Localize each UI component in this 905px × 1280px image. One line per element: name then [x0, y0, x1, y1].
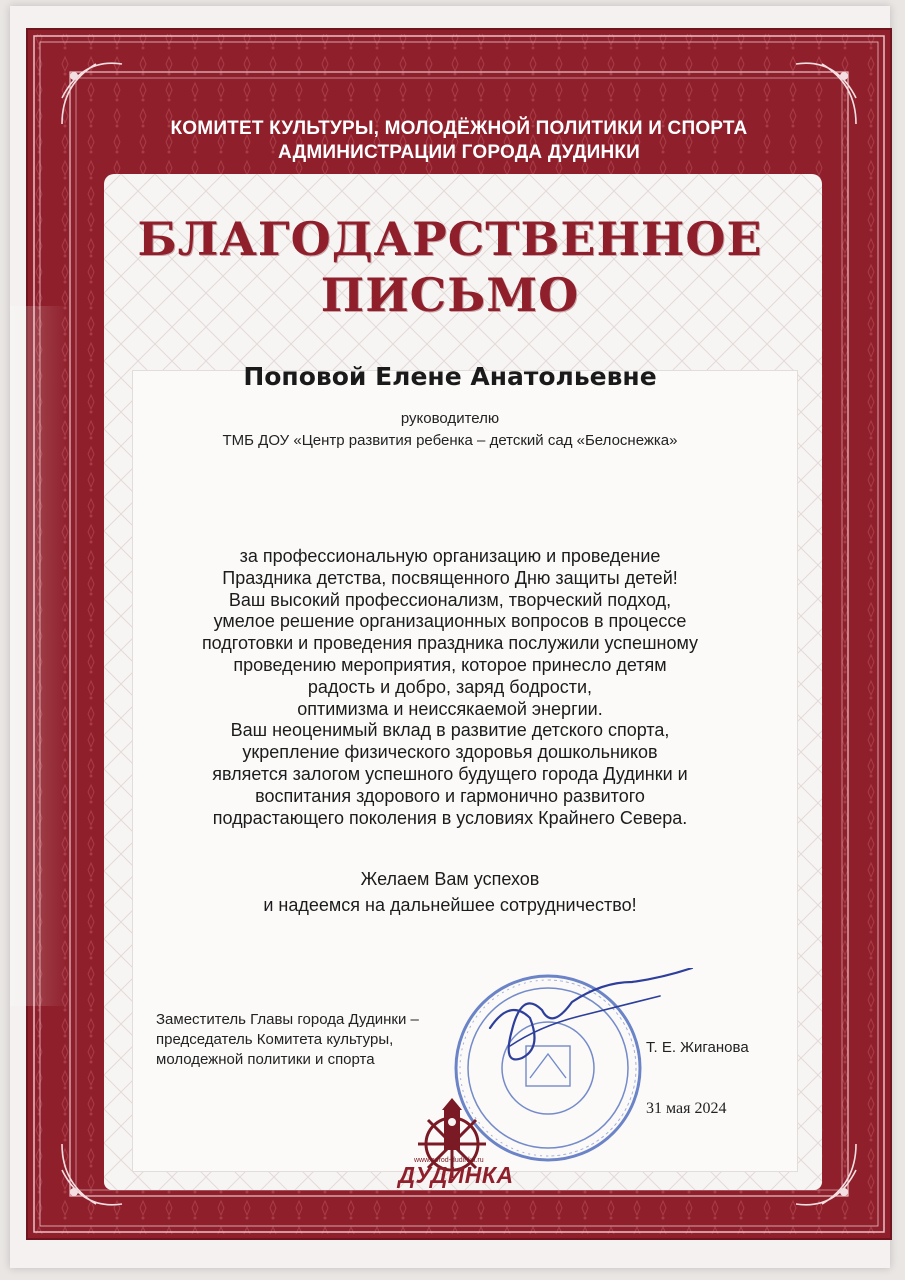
signatory-title-line: молодежной политики и спорта: [156, 1051, 375, 1068]
handwritten-signature: [470, 968, 700, 1088]
recipient-name: Поповой Елене Анатольевне: [243, 362, 657, 391]
body-line: оптимизма и неиссякаемой энергии.: [297, 698, 603, 719]
body-line: проведению мероприятия, которое принесло детям: [233, 654, 667, 675]
body-line: радость и добро, заряд бодрости,: [307, 676, 593, 697]
signatory-title-line: председатель Комитета культуры,: [156, 1031, 394, 1048]
wish-line-1: Желаем Вам успехов: [360, 869, 540, 889]
document-title-line-2: ПИСЬМО: [320, 268, 580, 322]
body-line: за профессиональную организацию и проведение: [239, 546, 661, 566]
body-line: Праздника детства, посвященного Дню защиты детей!: [222, 567, 678, 588]
body-line: является залогом успешного будущего города Дудинки и: [212, 763, 688, 784]
document-date: 31 мая 2024: [646, 1100, 727, 1117]
body-line: Ваш высокий профессионализм, творческий подход,: [228, 589, 672, 610]
issuer-line-1: КОМИТЕТ КУЛЬТУРЫ, МОЛОДЁЖНОЙ ПОЛИТИКИ И СПОРТА: [170, 118, 748, 139]
recipient-position: руководителю: [400, 410, 500, 427]
document-title-line-1: БЛАГОДАРСТВЕННОЕ: [137, 212, 763, 266]
body-line: Ваш неоценимый вклад в развитие детского спорта,: [230, 720, 670, 741]
certificate-sheet: [10, 6, 890, 1268]
logo-website: www.gorod-dudinka.ru: [414, 1157, 484, 1164]
signatory-title-line: Заместитель Главы города Дудинки –: [156, 1011, 419, 1028]
body-line: подрастающего поколения в условиях Крайнего Севера.: [212, 807, 688, 828]
body-line: умелое решение организационных вопросов в процессе: [213, 611, 687, 632]
logo-name: ДУДИНКА: [398, 1162, 514, 1188]
issuer-line-2: АДМИНИСТРАЦИИ ГОРОДА ДУДИНКИ: [277, 142, 641, 163]
signatory-title: [156, 1010, 419, 1070]
body-line: подготовки и проведения праздника послужили успешному: [201, 633, 699, 654]
closing-wish: [10, 866, 890, 918]
recipient-organization: ТМБ ДОУ «Центр развития ребенка – детский сад «Белоснежка»: [222, 432, 678, 449]
wish-line-2: и надеемся на дальнейшее сотрудничество!: [263, 895, 637, 915]
body-line: укрепление физического здоровья дошкольников: [242, 742, 658, 763]
gratitude-text: [10, 546, 890, 829]
signer-name: Т. Е. Жиганова: [646, 1039, 749, 1056]
body-line: воспитания здорового и гармонично развитого: [255, 785, 645, 806]
